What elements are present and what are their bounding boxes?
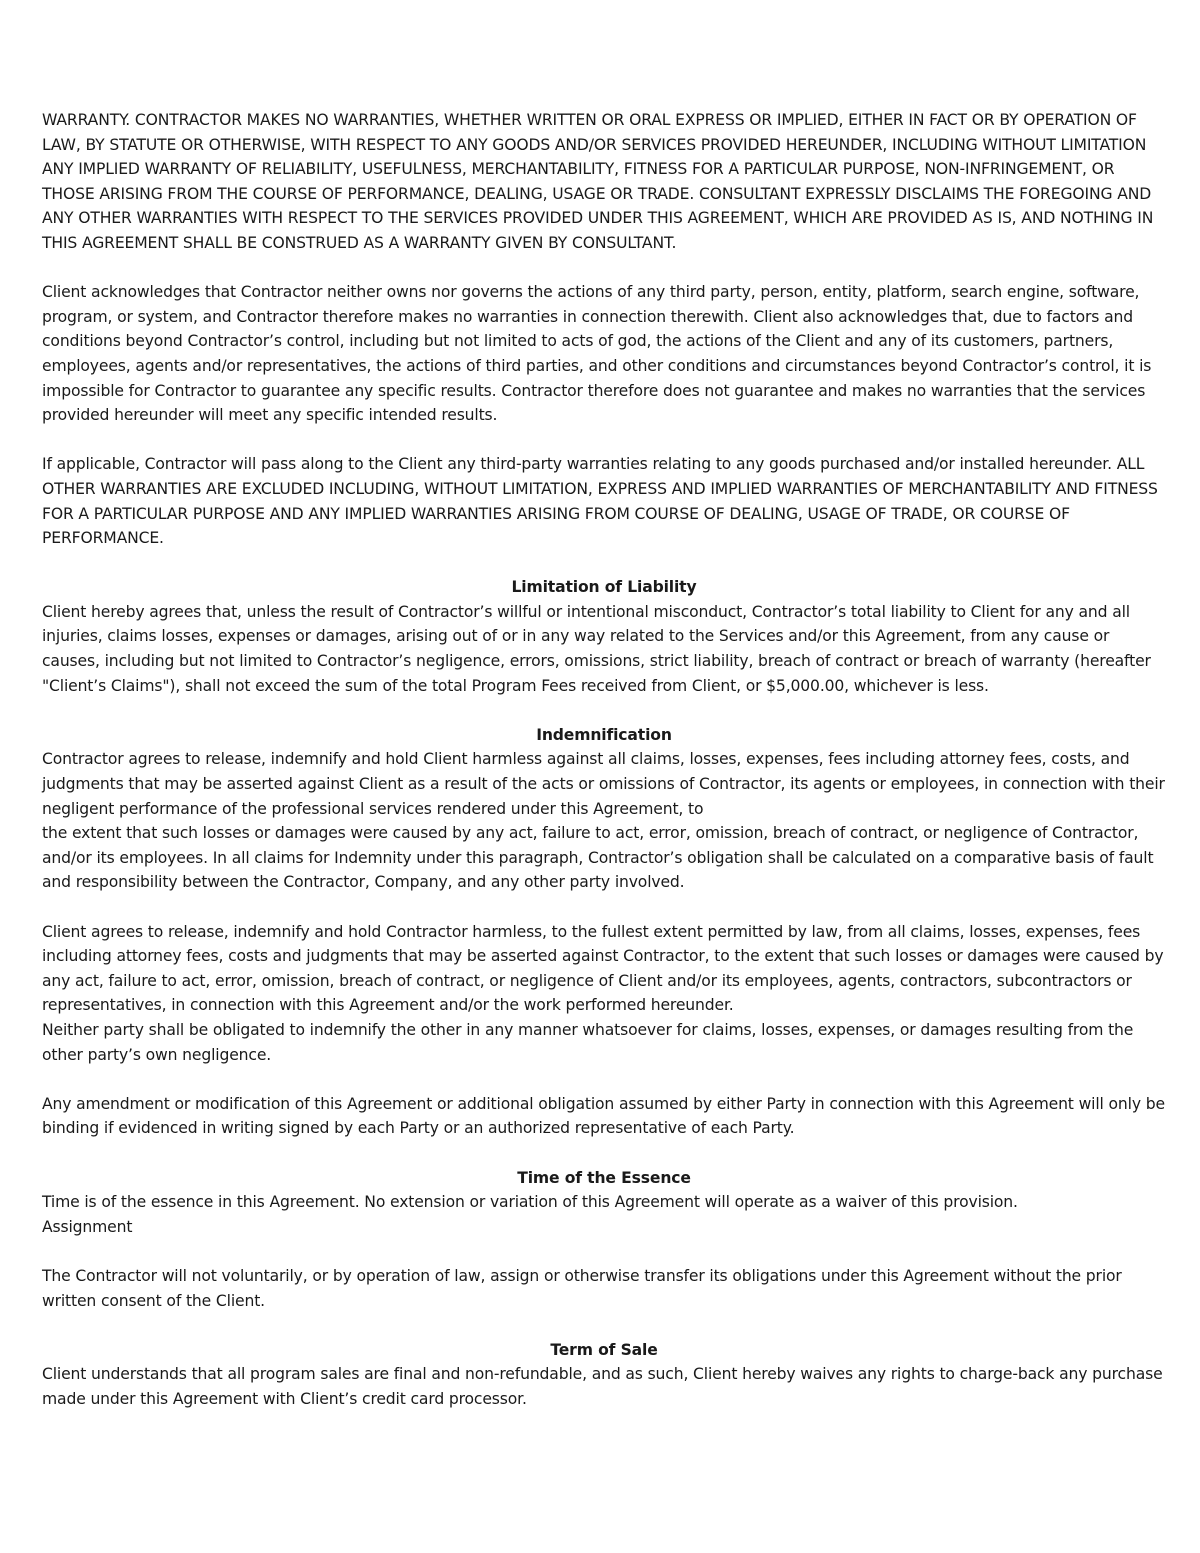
warranty-paragraph: WARRANTY. CONTRACTOR MAKES NO WARRANTIES, WHETHER WRITTEN OR ORAL EXPRESS OR IMPLIED, EITHER IN FACT OR BY OPERATION OF LAW, BY STATUTE OR OTHERWISE, WITH RESPECT TO ANY GOODS AND/OR SERVICES PROVIDED HEREUNDER, INCLUDING WITHOUT LIMITATION ANY IMPLIED WARRANTY OF RELIABILITY, USEFULNESS, MERCHANTABILITY, FITNESS FOR A PARTICULAR PURPOSE, NON-INFRINGEMENT, OR THOSE ARISING FROM THE COURSE OF PERFORMANCE, DEALING, USAGE OR TRADE. CONSULTANT EXPRESSLY DISCLAIMS THE FOREGOING AND ANY OTHER WARRANTIES WITH RESPECT TO THE SERVICES PROVIDED UNDER THIS AGREEMENT, WHICH ARE PROVIDED AS IS, AND NOTHING IN THIS AGREEMENT SHALL BE CONSTRUED AS A WARRANTY GIVEN BY CONSULTANT. [42, 111, 1154, 252]
contractor-indemnity-paragraph-part2: the extent that such losses or damages were caused by any act, failure to act, error, omission, breach of contract, or negligence of Contractor, and/or its employees. In all claims for Indemnity under this paragraph, Contractor’s obligation shall be calculated on a comparative basis of fault and responsibility between the Contractor, Company, and any other party involved. [42, 824, 1154, 892]
document-page [42, 108, 1166, 1436]
assignment-label: Assignment [42, 1217, 133, 1236]
third-party-warranties-paragraph: If applicable, Contractor will pass along to the Client any third-party warranties relating to any goods purchased and/or installed hereunder. ALL OTHER WARRANTIES ARE EXCLUDED INCLUDING, WITHOUT LIMITATION, EXPRESS AND IMPLIED WARRANTIES OF MERCHANTABILITY AND FITNESS FOR A PARTICULAR PURPOSE AND ANY IMPLIED WARRANTIES ARISING FROM COURSE OF DEALING, USAGE OF TRADE, OR COURSE OF PERFORMANCE. [42, 455, 1158, 548]
contractor-indemnity-paragraph-part1: Contractor agrees to release, indemnify and hold Client harmless against all claims, losses, expenses, fees including attorney fees, costs, and judgments that may be asserted against Client as a result of the acts or omissions of Contractor, its agents or employees, in connection with their negligent performance of the professional services rendered under this Agreement, to [42, 750, 1165, 818]
own-negligence-paragraph: Neither party shall be obligated to indemnify the other in any manner whatsoever for claims, losses, expenses, or damages resulting from the other party’s own negligence. [42, 1020, 1134, 1064]
client-indemnity-paragraph: Client agrees to release, indemnify and hold Contractor harmless, to the fullest extent permitted by law, from all claims, losses, expenses, fees including attorney fees, costs and judgments that may be asserted against Contractor, to the extent that such losses or damages were caused by any act, failure to act, error, omission, breach of contract, or negligence of Client and/or its employees, agents, contractors, subcontractors or representatives, in connection with this Agreement and/or the work performed hereunder. [42, 922, 1164, 1015]
term-of-sale-paragraph: Client understands that all program sales are final and non-refundable, and as such, Client hereby waives any rights to charge-back any purchase made under this Agreement with Client’s credit card processor. [42, 1365, 1163, 1408]
term-of-sale-heading: Term of Sale [550, 1340, 658, 1359]
time-of-the-essence-heading: Time of the Essence [517, 1168, 691, 1187]
amendment-paragraph: Any amendment or modification of this Agreement or additional obligation assumed by either Party in connection with this Agreement will only be binding if evidenced in writing signed by each Party or an authorized representative of each Party. [42, 1094, 1165, 1138]
indemnification-heading: Indemnification [536, 725, 672, 744]
limitation-of-liability-paragraph: Client hereby agrees that, unless the result of Contractor’s willful or intentional misconduct, Contractor’s total liability to Client for any and all injuries, claims losses, expenses or damages, arising out of or in any way related to the Services and/or this Agreement, from any cause or causes, including but not limited to Contractor’s negligence, errors, omissions, strict liability, breach of contract or breach of warranty (hereafter "Client’s Claims"), shall not exceed the sum of the total Program Fees received from Client, or $5,000.00, whichever is less. [42, 602, 1151, 695]
third-party-disclaimer-paragraph: Client acknowledges that Contractor neither owns nor governs the actions of any third party, person, entity, platform, search engine, software, program, or system, and Contractor therefore makes no warranties in connection therewith. Client also acknowledges that, due to factors and conditions beyond Contractor’s control, including but not limited to acts of god, the actions of the Client and any of its customers, partners, employees, agents and/or representatives, the actions of third parties, and other conditions and circumstances beyond Contractor’s control, it is impossible for Contractor to guarantee any specific results. Contractor therefore does not guarantee and makes no warranties that the services provided hereunder will meet any specific intended results. [42, 283, 1152, 425]
time-of-the-essence-paragraph: Time is of the essence in this Agreement. No extension or variation of this Agreement will operate as a waiver of this provision. [42, 1193, 1018, 1212]
assignment-paragraph: The Contractor will not voluntarily, or by operation of law, assign or otherwise transfer its obligations under this Agreement without the prior written consent of the Client. [42, 1266, 1122, 1310]
limitation-of-liability-heading: Limitation of Liability [511, 578, 697, 597]
